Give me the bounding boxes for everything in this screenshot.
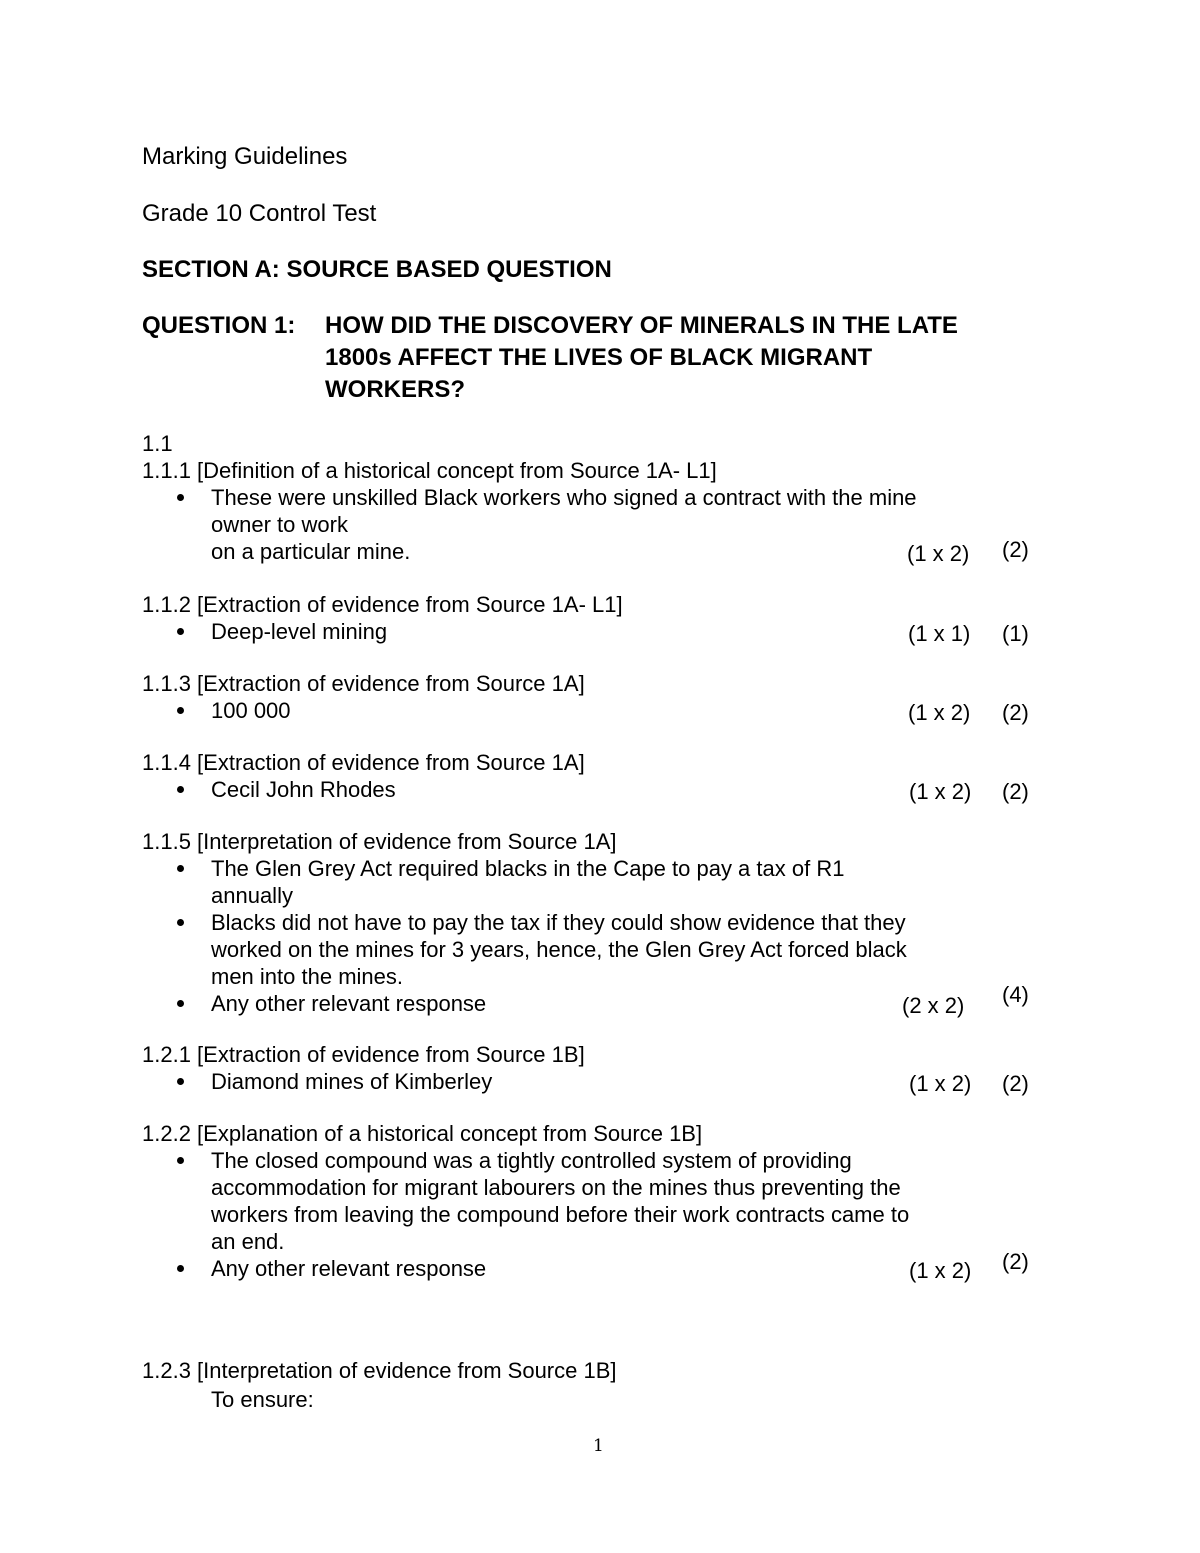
item-heading-1-2-1: 1.2.1 [Extraction of evidence from Source 1B] bbox=[142, 1042, 585, 1067]
answer-line: workers from leaving the compound before their work contracts came to bbox=[211, 1202, 910, 1227]
item-heading-1-1-5: 1.1.5 [Interpretation of evidence from Source 1A] bbox=[142, 829, 617, 854]
bullet-icon bbox=[177, 1265, 184, 1272]
item-number-1-1: 1.1 bbox=[142, 431, 173, 456]
answer-line: an end. bbox=[211, 1229, 285, 1254]
item-heading-1-2-2: 1.2.2 [Explanation of a historical concept from Source 1B] bbox=[142, 1121, 703, 1146]
mark-total: (2) bbox=[1002, 537, 1029, 562]
answer-intro: To ensure: bbox=[211, 1387, 314, 1412]
bullet-icon bbox=[177, 919, 184, 926]
answer-line: Blacks did not have to pay the tax if they could show evidence that they bbox=[211, 910, 906, 935]
answer-line: on a particular mine. bbox=[211, 539, 411, 564]
question-line-2: 1800s AFFECT THE LIVES OF BLACK MIGRANT bbox=[325, 344, 873, 371]
answer-line: men into the mines. bbox=[211, 964, 403, 989]
item-heading-1-2-3: 1.2.3 [Interpretation of evidence from Source 1B] bbox=[142, 1358, 617, 1383]
item-heading-1-1-4: 1.1.4 [Extraction of evidence from Source 1A] bbox=[142, 750, 585, 775]
mark-total: (2) bbox=[1002, 1249, 1029, 1274]
bullet-icon bbox=[177, 628, 184, 635]
answer-line: 100 000 bbox=[211, 698, 291, 723]
mark-allocation: (1 x 1) bbox=[908, 621, 971, 646]
question-line-3: WORKERS? bbox=[325, 376, 465, 403]
bullet-icon bbox=[177, 494, 184, 501]
mark-total: (2) bbox=[1002, 779, 1029, 804]
mark-total: (4) bbox=[1002, 982, 1029, 1007]
answer-line: Any other relevant response bbox=[211, 991, 487, 1016]
answer-line: annually bbox=[211, 883, 293, 908]
item-heading-1-1-3: 1.1.3 [Extraction of evidence from Source 1A] bbox=[142, 671, 585, 696]
bullet-icon bbox=[177, 1078, 184, 1085]
bullet-icon bbox=[177, 865, 184, 872]
answer-line: Diamond mines of Kimberley bbox=[211, 1069, 493, 1094]
item-heading-1-1-2: 1.1.2 [Extraction of evidence from Source 1A- L1] bbox=[142, 592, 623, 617]
answer-line: These were unskilled Black workers who signed a contract with the mine bbox=[211, 485, 917, 510]
mark-allocation: (1 x 2) bbox=[909, 779, 972, 804]
answer-line: Any other relevant response bbox=[211, 1256, 487, 1281]
mark-total: (2) bbox=[1002, 1071, 1029, 1096]
answer-line: Cecil John Rhodes bbox=[211, 777, 396, 802]
mark-allocation: (1 x 2) bbox=[909, 1071, 972, 1096]
bullet-icon bbox=[177, 786, 184, 793]
bullet-icon bbox=[177, 707, 184, 714]
question-label: QUESTION 1: bbox=[142, 312, 296, 339]
mark-allocation: (1 x 2) bbox=[907, 541, 970, 566]
answer-line: The Glen Grey Act required blacks in the Cape to pay a tax of R1 bbox=[211, 856, 845, 881]
mark-allocation: (1 x 2) bbox=[909, 1258, 972, 1283]
answer-line: owner to work bbox=[211, 512, 348, 537]
mark-allocation: (2 x 2) bbox=[902, 993, 965, 1018]
answer-line: worked on the mines for 3 years, hence, the Glen Grey Act forced black bbox=[211, 937, 907, 962]
mark-total: (1) bbox=[1002, 621, 1029, 646]
document-subtitle: Grade 10 Control Test bbox=[142, 200, 377, 227]
answer-line: The closed compound was a tightly controlled system of providing bbox=[211, 1148, 852, 1173]
bullet-icon bbox=[177, 1000, 184, 1007]
answer-line: Deep-level mining bbox=[211, 619, 388, 644]
answer-line: accommodation for migrant labourers on the mines thus preventing the bbox=[211, 1175, 901, 1200]
mark-allocation: (1 x 2) bbox=[908, 700, 971, 725]
mark-total: (2) bbox=[1002, 700, 1029, 725]
page-number: 1 bbox=[593, 1436, 604, 1456]
bullet-icon bbox=[177, 1157, 184, 1164]
item-heading-1-1-1: 1.1.1 [Definition of a historical concept from Source 1A- L1] bbox=[142, 458, 717, 483]
document-title: Marking Guidelines bbox=[142, 143, 348, 170]
section-heading: SECTION A: SOURCE BASED QUESTION bbox=[142, 256, 612, 283]
question-line-1: HOW DID THE DISCOVERY OF MINERALS IN THE LATE bbox=[325, 312, 958, 339]
